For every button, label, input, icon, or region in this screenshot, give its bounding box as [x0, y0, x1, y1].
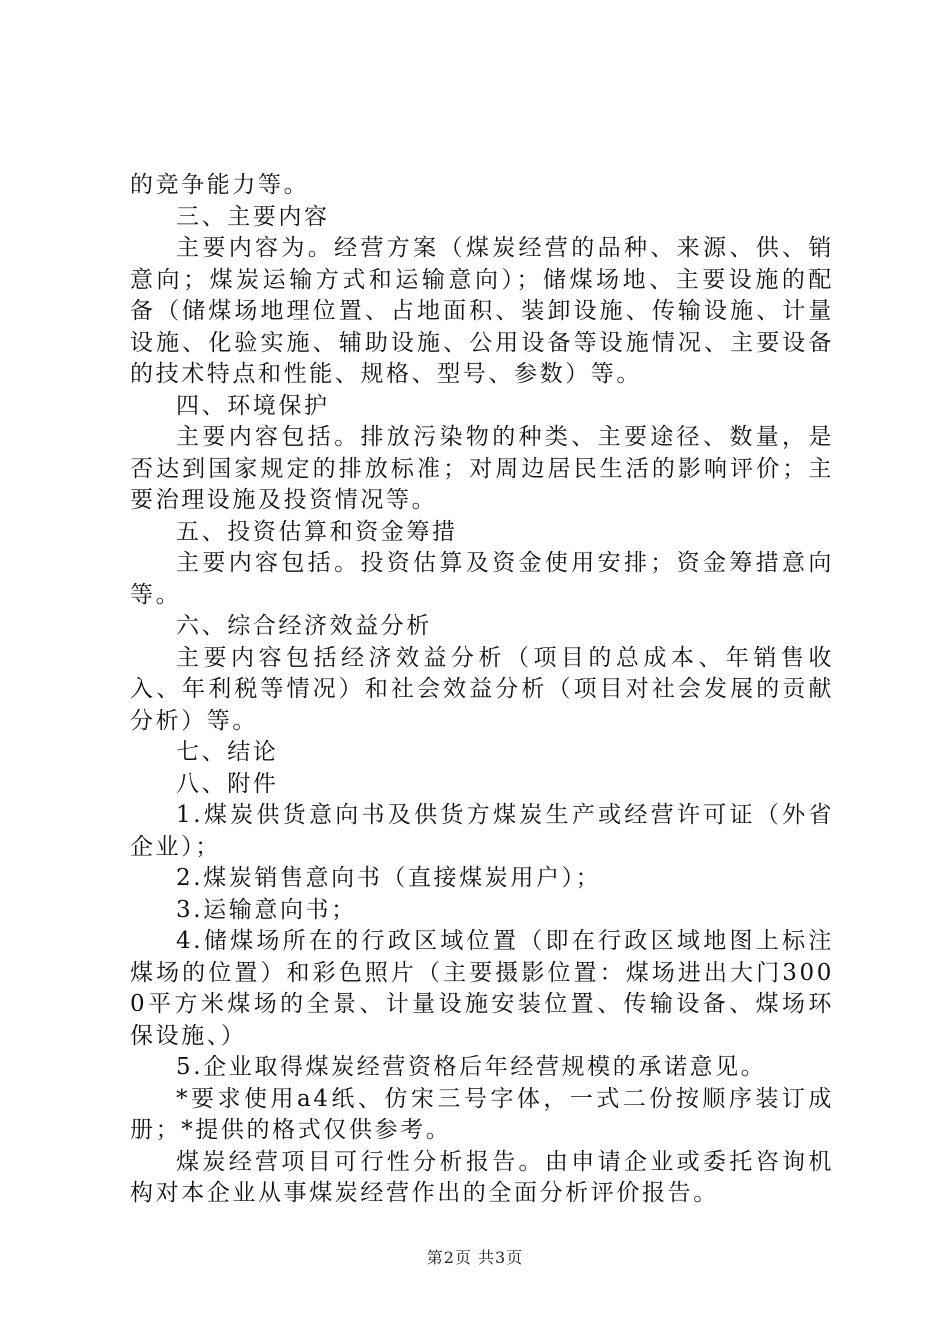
paragraph-continuation: 的竞争能力等。: [130, 172, 310, 198]
attachment-item-1: 1.煤炭供货意向书及供货方煤炭生产或经营许可证（外省企业）；: [130, 802, 834, 860]
section-heading-attachments: 八、附件: [176, 770, 279, 797]
document-body: [130, 170, 834, 1210]
attachment-item-5: 5.企业取得煤炭经营资格后年经营规模的承诺意见。: [176, 1054, 767, 1080]
section-heading-conclusion: 七、结论: [176, 739, 279, 765]
paragraph-main-content: 主要内容为。经营方案（煤炭经营的品种、来源、供、销意向；煤炭运输方式和运输意向）；储煤场地、主要设施的配备（储煤场地理位置、占地面积、装卸设施、传输设施、计量设施、化验实施、辅助设施、公用设备等设施情况、主要设备的技术特点和性能、规格、型号、参数）等。: [130, 235, 834, 387]
attachment-item-3: 3.运输意向书；: [176, 896, 357, 923]
paragraph-environment: 主要内容包括。排放污染物的种类、主要途径、数量，是否达到国家规定的排放标准；对周边居民生活的影响评价；主要治理设施及投资情况等。: [130, 424, 834, 513]
paragraph-benefit-analysis: 主要内容包括经济效益分析（项目的总成本、年销售收入、年利税等情况）和社会效益分析（项目对社会发展的贡献分析）等。: [130, 644, 834, 734]
page-number-footer: 第2页 共3页: [426, 1248, 524, 1267]
section-heading-main-content: 三、主要内容: [176, 203, 330, 230]
paragraph-format-note: *要求使用a4纸、仿宋三号字体，一式二份按顺序装订成册；*提供的格式仅供参考。: [130, 1085, 834, 1143]
paragraph-report-definition: 煤炭经营项目可行性分析报告。由申请企业或委托咨询机构对本企业从事煤炭经营作出的全面分析评价报告。: [130, 1148, 834, 1206]
section-heading-benefit-analysis: 六、综合经济效益分析: [176, 613, 432, 639]
attachment-item-4: 4.储煤场所在的行政区域位置（即在行政区域地图上标注煤场的位置）和彩色照片（主要摄影位置：煤场进出大门3000平方米煤场的全景、计量设施安装位置、传输设备、煤场环保设施、）: [130, 928, 834, 1049]
section-heading-environment: 四、环境保护: [176, 392, 330, 419]
paragraph-investment: 主要内容包括。投资估算及资金使用安排；资金筹措意向等。: [130, 550, 834, 608]
section-heading-investment: 五、投资估算和资金筹措: [176, 518, 458, 545]
attachment-item-2: 2.煤炭销售意向书（直接煤炭用户）；: [176, 865, 602, 891]
